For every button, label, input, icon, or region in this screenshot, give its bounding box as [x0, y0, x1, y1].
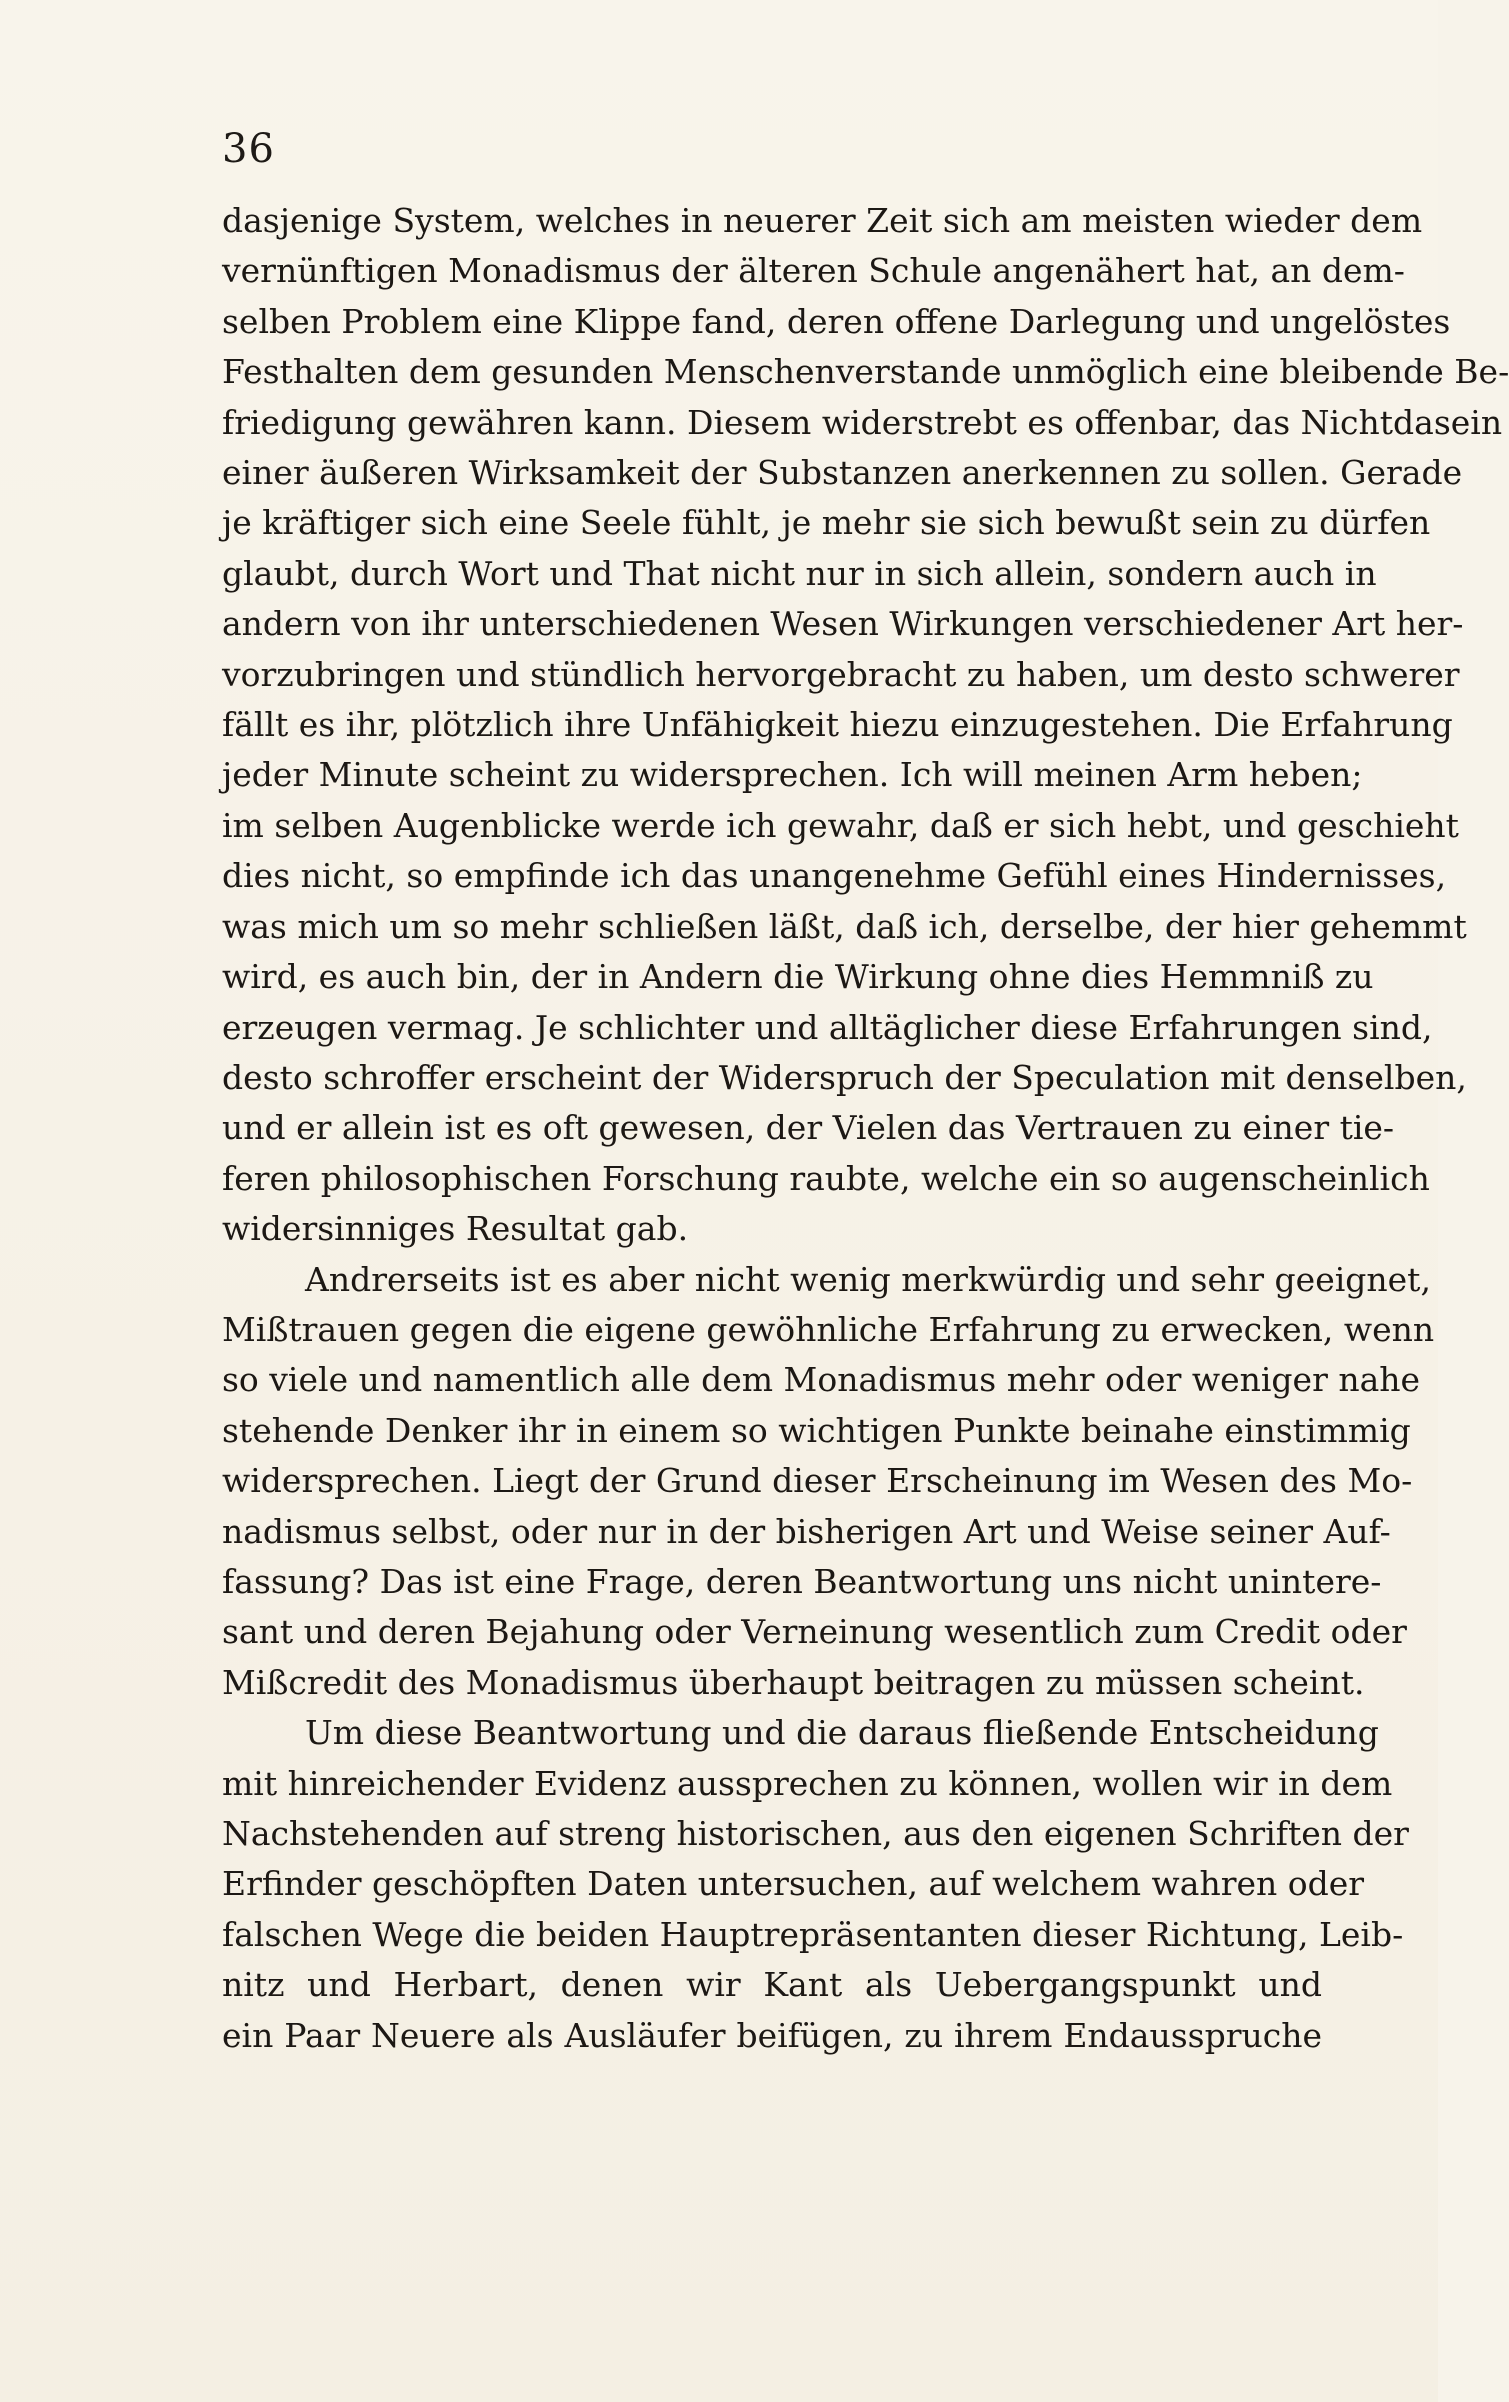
- page-number: 36: [222, 126, 275, 172]
- text-line: feren philosophischen Forschung raubte, welche ein so augenscheinlich: [222, 1158, 1430, 1198]
- text-line: fällt es ihr, plötzlich ihre Unfähigkeit hiezu einzugestehen. Die Erfahrung: [222, 705, 1453, 745]
- text-line: selben Problem eine Klippe fand, deren offene Darlegung und ungelöstes: [222, 301, 1451, 341]
- paragraph-1: [222, 196, 1509, 1255]
- text-line: nadismus selbst, oder nur in der bisherigen Art und Weise seiner Auf-: [222, 1511, 1391, 1551]
- text-line: sant und deren Bejahung oder Verneinung wesentlich zum Credit oder: [222, 1612, 1407, 1652]
- text-line: Andrerseits ist es aber nicht wenig merkwürdig und sehr geeignet,: [305, 1259, 1431, 1299]
- text-line: friedigung gewähren kann. Diesem widerstrebt es offenbar, das Nichtdasein: [222, 402, 1503, 442]
- text-line: und er allein ist es oft gewesen, der Vielen das Vertrauen zu einer tie-: [222, 1108, 1395, 1148]
- text-line: jeder Minute scheint zu widersprechen. Ich will meinen Arm heben;: [222, 755, 1363, 795]
- text-line: dies nicht, so empfinde ich das unangenehme Gefühl eines Hindernisses,: [222, 856, 1447, 896]
- text-line: Mißtrauen gegen die eigene gewöhnliche Erfahrung zu erwecken, wenn: [222, 1309, 1435, 1349]
- paragraph-2: [222, 1255, 1435, 1709]
- text-line: falschen Wege die beiden Hauptrepräsentanten dieser Richtung, Leib-: [222, 1914, 1404, 1954]
- text-line: mit hinreichender Evidenz aussprechen zu können, wollen wir in dem: [222, 1763, 1393, 1803]
- text-line: widersinniges Resultat gab.: [222, 1209, 689, 1249]
- text-line: Um diese Beantwortung und die daraus fließende Entscheidung: [305, 1713, 1379, 1753]
- text-line: ein Paar Neuere als Ausläufer beifügen, zu ihrem Endausspruche: [222, 2015, 1322, 2055]
- text-line: einer äußeren Wirksamkeit der Substanzen anerkennen zu sollen. Gerade: [222, 453, 1463, 493]
- text-line: andern von ihr unterschiedenen Wesen Wirkungen verschiedener Art her-: [222, 604, 1464, 644]
- body-text: [222, 196, 1509, 2061]
- text-line: widersprechen. Liegt der Grund dieser Erscheinung im Wesen des Mo-: [222, 1461, 1413, 1501]
- text-line: Nachstehenden auf streng historischen, aus den eigenen Schriften der: [222, 1814, 1409, 1853]
- text-line: je kräftiger sich eine Seele fühlt, je mehr sie sich bewußt sein zu dürfen: [222, 503, 1431, 543]
- text-line: vernünftigen Monadismus der älteren Schule angenähert hat, an dem-: [222, 251, 1405, 291]
- text-line: Mißcredit des Monadismus überhaupt beitragen zu müssen scheint.: [222, 1662, 1365, 1702]
- text-line: erzeugen vermag. Je schlichter und alltäglicher diese Erfahrungen sind,: [222, 1007, 1433, 1047]
- text-line: nitz und Herbart, denen wir Kant als Uebergangspunkt und: [222, 1965, 1322, 2005]
- paragraph-3: [222, 1708, 1409, 2061]
- text-line: glaubt, durch Wort und That nicht nur in sich allein, sondern auch in: [222, 553, 1377, 593]
- text-line: im selben Augenblicke werde ich gewahr, daß er sich hebt, und geschieht: [222, 805, 1459, 845]
- text-line: vorzubringen und stündlich hervorgebracht zu haben, um desto schwerer: [222, 654, 1460, 694]
- text-line: dasjenige System, welches in neuerer Zeit sich am meisten wieder dem: [222, 201, 1423, 240]
- text-line: Erfinder geschöpften Daten untersuchen, auf welchem wahren oder: [222, 1864, 1365, 1904]
- text-line: stehende Denker ihr in einem so wichtigen Punkte beinahe einstimmig: [222, 1410, 1411, 1450]
- text-line: so viele und namentlich alle dem Monadismus mehr oder weniger nahe: [222, 1360, 1421, 1400]
- text-line: was mich um so mehr schließen läßt, daß ich, derselbe, der hier gehemmt: [222, 906, 1467, 946]
- text-line: fassung? Das ist eine Frage, deren Beantwortung uns nicht unintere-: [222, 1561, 1382, 1601]
- text-line: Festhalten dem gesunden Menschenverstande unmöglich eine bleibende Be-: [222, 352, 1509, 392]
- text-line: wird, es auch bin, der in Andern die Wirkung ohne dies Hemmniß zu: [222, 957, 1374, 997]
- text-line: desto schroffer erscheint der Widerspruch der Speculation mit denselben,: [222, 1057, 1467, 1097]
